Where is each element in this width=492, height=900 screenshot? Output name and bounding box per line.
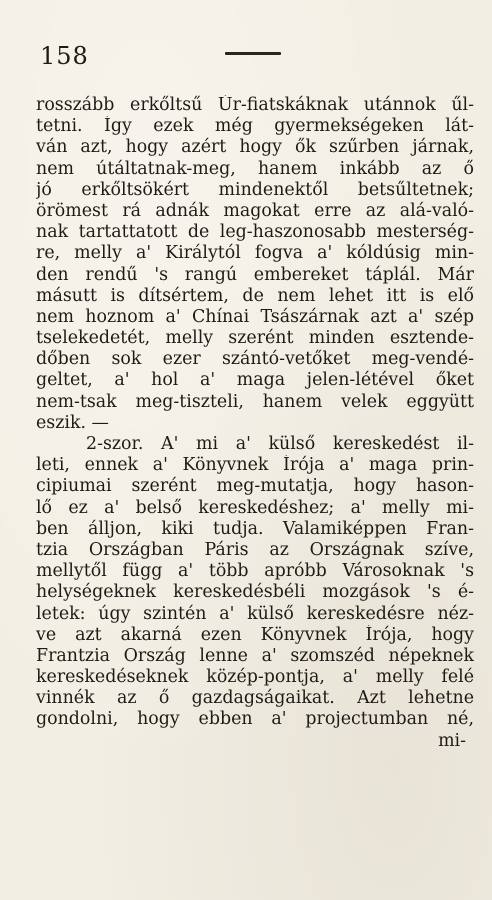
text-line: lő ez a' belső kereskedéshez; a' melly mi- [36, 497, 474, 518]
page-number: 158 [40, 42, 89, 70]
text-line: mellytől függ a' több apróbb Városoknak 's [36, 561, 474, 582]
page-body-text [36, 95, 474, 752]
header-rule [225, 52, 281, 55]
text-line: örömest rá adnák magokat erre az alá-való- [36, 200, 474, 221]
text-line: eszik. — [36, 412, 109, 433]
text-line: vinnék az ő gazdagságaikat. Azt lehetne [36, 688, 474, 709]
text-line: jó erkőltsökért mindenektől betsűltetnek; [36, 179, 474, 200]
text-line: Frantzia Ország lenne a' szomszéd népeknek [36, 645, 474, 666]
text-line: dőben sok ezer szántó-vetőket meg-vendé- [36, 349, 474, 370]
text-line: re, melly a' Királytól fogva a' kóldúsig min- [36, 243, 474, 264]
text-line: rosszább erkőltsű Úr-fiatskáknak utánnok űl- [36, 95, 474, 115]
text-line: helységeknek kereskedésbéli mozgások 's é- [36, 582, 474, 603]
text-line: leti, ennek a' Könyvnek Írója a' maga prin- [36, 455, 474, 476]
catchword: mi- [438, 730, 466, 751]
text-line: ve azt akarná ezen Könyvnek Írója, hogy [36, 624, 474, 645]
text-line: másutt is dítsértem, de nem lehet itt is elő [36, 285, 474, 306]
text-line: ván azt, hogy azért hogy ők szűrben járnak, [36, 137, 474, 158]
text-line: nem hoznom a' Chínai Tsászárnak azt a' szép [36, 306, 474, 327]
text-line: kereskedéseknek közép-pontja, a' melly felé [36, 667, 474, 688]
text-line: letek: úgy szintén a' külső kereskedésre néz- [36, 603, 474, 624]
text-line: nak tartattatott de leg-haszonosabb mesterség- [36, 222, 474, 243]
text-line: den rendű 's rangú embereket táplál. Már [36, 264, 474, 285]
text-line: nem útáltatnak-meg, hanem inkább az ő [36, 158, 474, 179]
paragraph-start-line: 2-szor. A' mi a' külső kereskedést il- [86, 434, 474, 454]
text-line: gondolni, hogy ebben a' projectumban né, [36, 709, 474, 730]
text-line: nem-tsak meg-tiszteli, hanem velek eggyütt [36, 391, 474, 412]
text-line: ben álljon, kiki tudja. Valamiképpen Fran- [36, 518, 474, 539]
text-line: tetni. Így ezek még gyermekségeken lát- [36, 116, 474, 137]
text-line: cipiumai szerént meg-mutatja, hogy hason- [36, 476, 474, 497]
text-line: tselekedetét, melly szerént minden esztende- [36, 328, 474, 349]
text-line: geltet, a' hol a' maga jelen-létével őket [36, 370, 474, 391]
text-line: tzia Országban Páris az Országnak szíve, [36, 539, 474, 560]
